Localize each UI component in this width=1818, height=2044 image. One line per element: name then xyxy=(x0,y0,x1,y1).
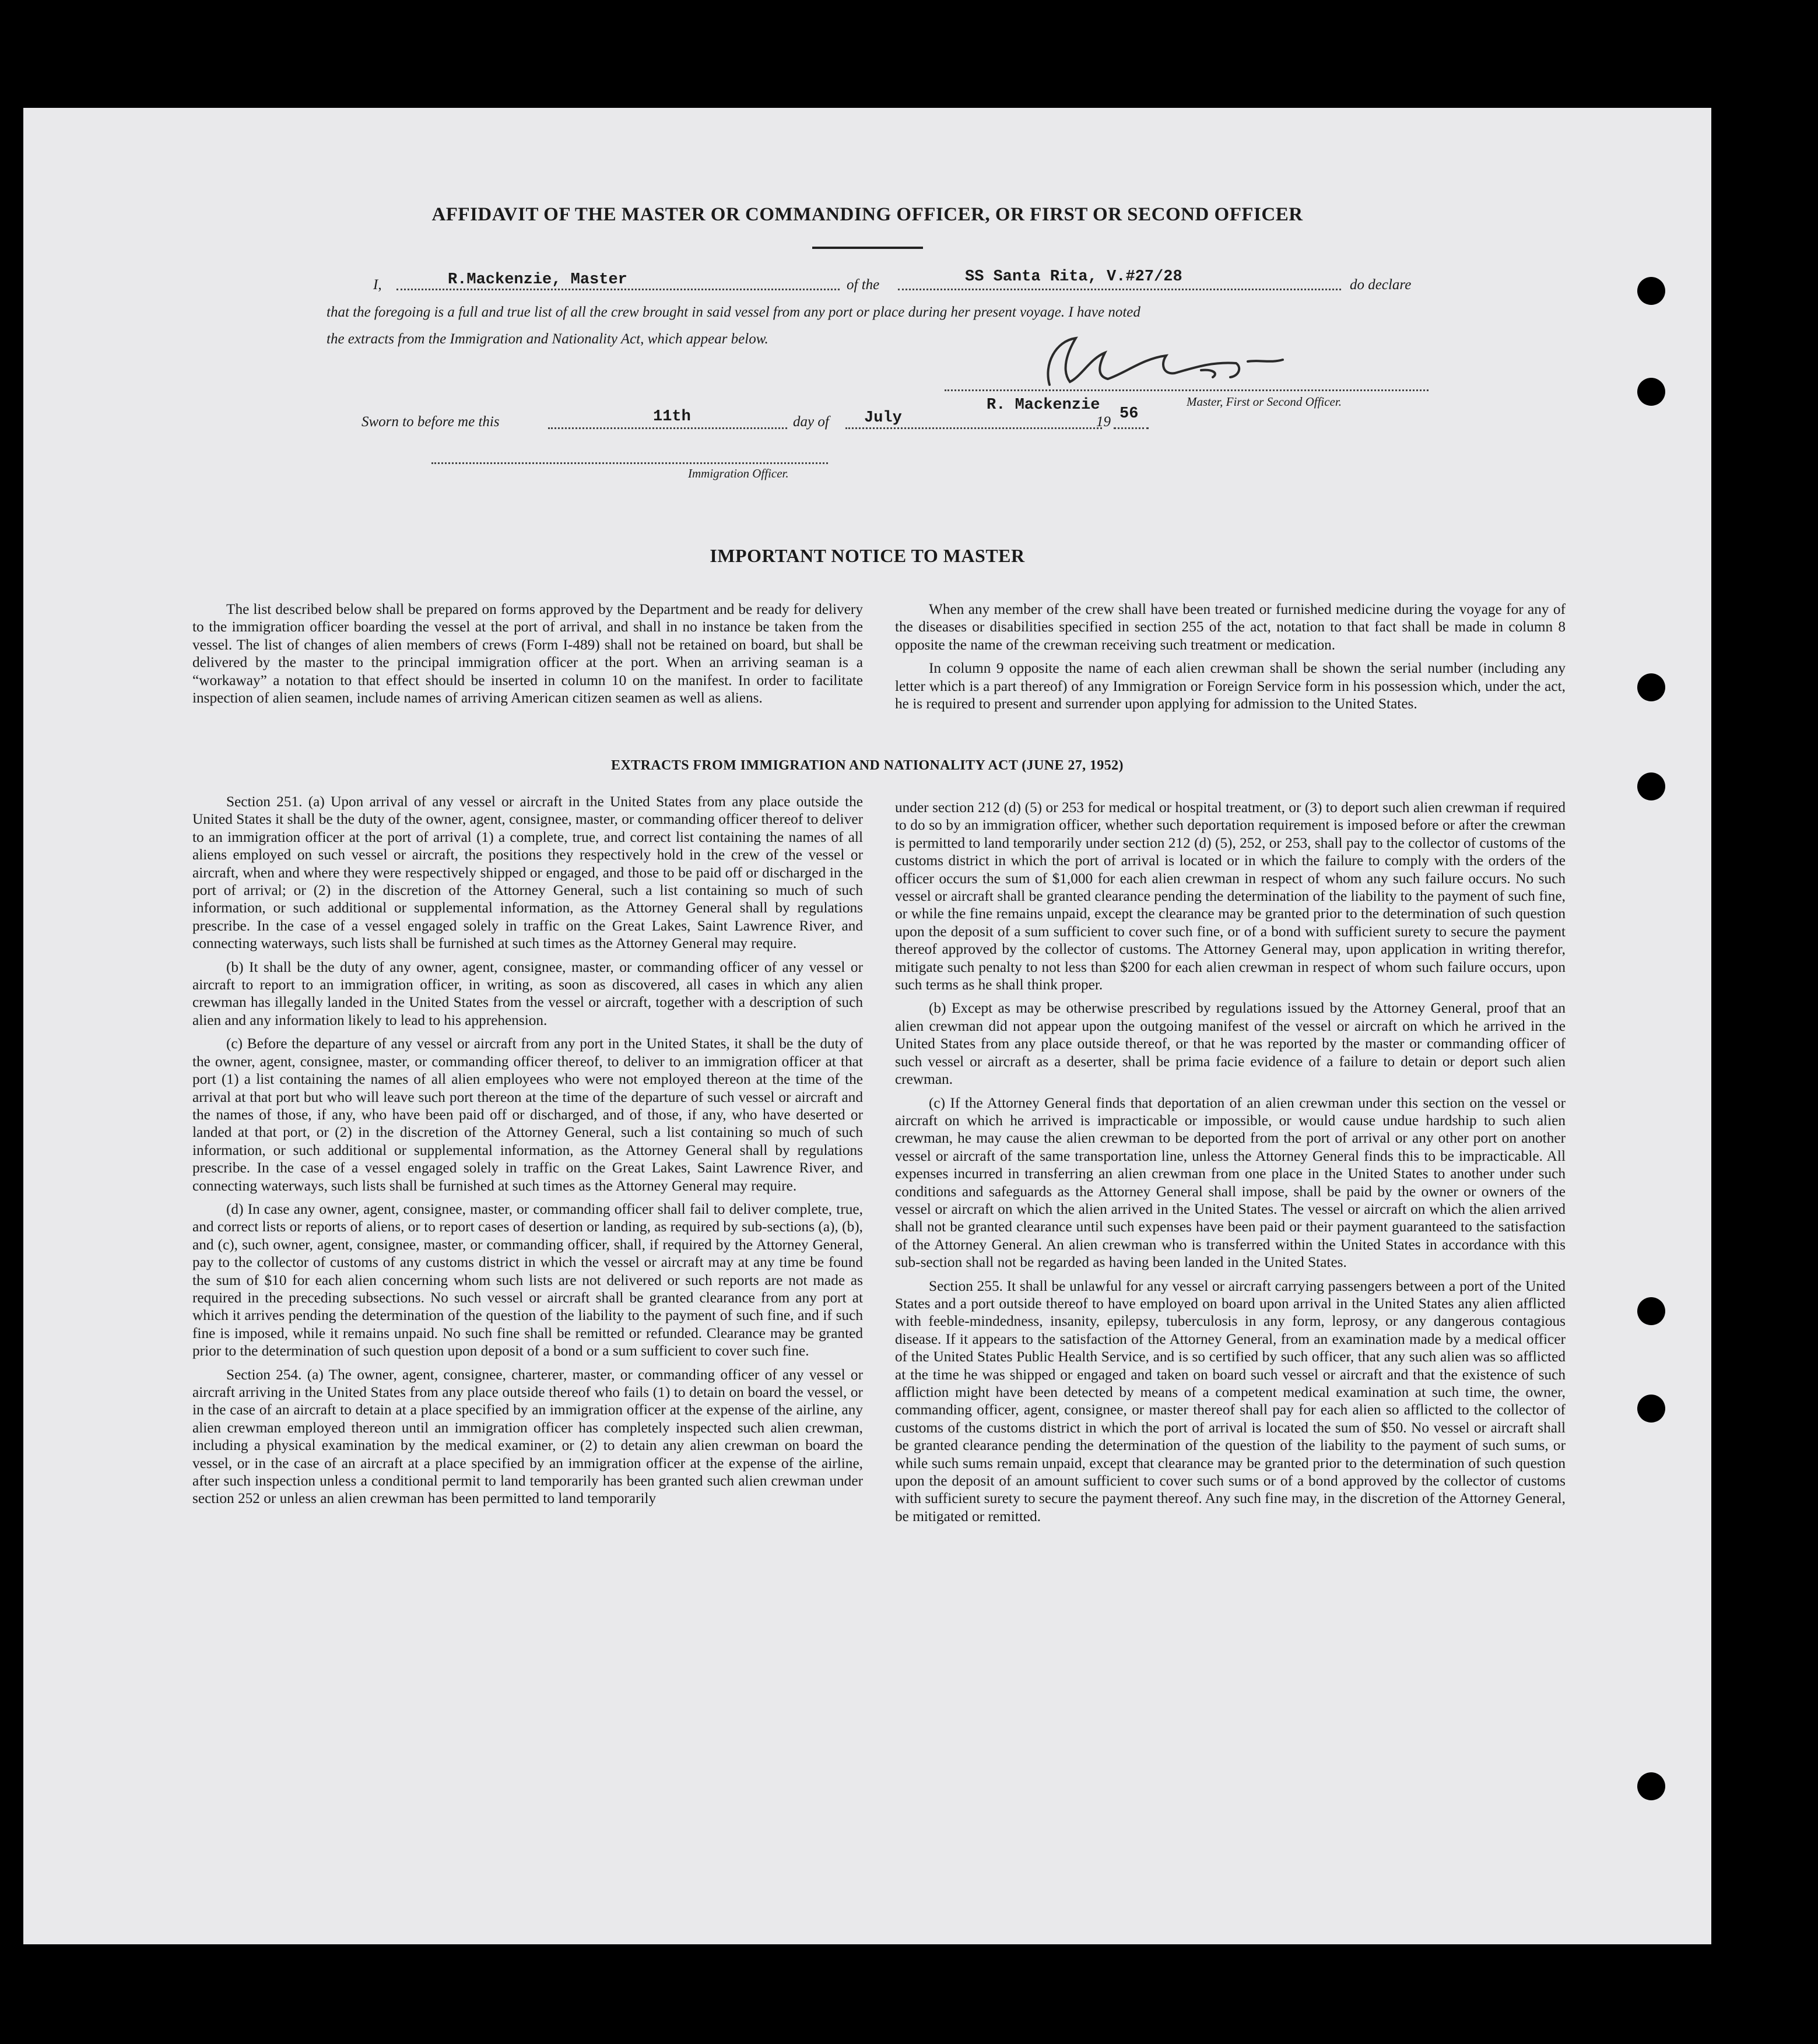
binder-hole xyxy=(1637,772,1665,800)
statement-line-1: that the foregoing is a full and true list of all the crew brought in said vessel from any port or place during her present voyage. I have noted xyxy=(327,304,1140,320)
section-254-b: (b) Except as may be otherwise prescribed by regulations issued by the Attorney General, proof that an alien crewman did not appear upon the outgoing manifest of the vessel or aircraft on which he arrived in the United States from any place outside thereof, or that he was reported by the master or commanding officer of such vessel or aircraft as a deserter, shall be prima facie evidence of a failure to detain or deport such alien crewman. xyxy=(895,1000,1566,1088)
binder-hole xyxy=(1637,673,1665,701)
master-name: R.Mackenzie, Master xyxy=(448,271,627,289)
year-prefix: 19 xyxy=(1096,414,1111,430)
notice-right-paragraph-1: When any member of the crew shall have been treated or furnished medicine during the voyage for any of the diseases or disabilities specified in section 255 of the act, notation to that fact shall be made in column 8 opposite the name of the crewman receiving such treatment or medication. xyxy=(895,601,1566,653)
notice-left-column xyxy=(192,600,863,712)
notice-right-paragraph-2: In column 9 opposite the name of each alien crewman shall be shown the serial number (including any letter which is a part thereof) of any Immigration or Foreign Service form in his possession which, under the act, he is required to present and surrender upon applying for admission to the United States. xyxy=(895,660,1566,712)
signer-title: Master, First or Second Officer. xyxy=(1187,395,1342,409)
binder-hole xyxy=(1637,277,1665,305)
notice-heading: IMPORTANT NOTICE TO MASTER xyxy=(710,545,1025,566)
extracts-heading: EXTRACTS FROM IMMIGRATION AND NATIONALITY ACT (JUNE 27, 1952) xyxy=(611,758,1124,773)
name-line xyxy=(396,289,840,290)
year-line xyxy=(1114,427,1149,429)
section-254-a: Section 254. (a) The owner, agent, consignee, charterer, master, or commanding officer of any vessel or aircraft arriving in the United States from any place outside thereof who fails (1) to detain on board the vessel, or in the case of an aircraft to detain at a place specified by an immigration officer at the expense of the airline, any alien crewman employed thereon until an immigration officer has completely inspected such alien crewman, including a physical examination by the medical examiner, or (2) to detain any alien crewman on board the vessel, or in the case of an aircraft at a place specified by an immigration officer at the expense of the airline, after such inspection unless a conditional permit to land temporarily has been granted such alien crewman under section 252 or unless an alien crewman has been permitted to land temporarily xyxy=(192,1366,863,1507)
sworn-month-line xyxy=(845,427,1102,429)
section-251-a: Section 251. (a) Upon arrival of any vessel or aircraft in the United States from any place outside the United States it shall be the duty of the owner, agent, consignee, master, or commanding officer thereof to deliver to an immigration officer at the port of arrival (1) a complete, true, and correct list containing the names of all aliens employed on such vessel or aircraft, the positions they respectively hold in the crew of the vessel or aircraft, when and where they were respectively shipped or engaged, and those to be paid off or discharged in the port of arrival; or (2) in the discretion of the Attorney General, such a list containing so much of such information, or such additional or supplemental information, as the Attorney General shall by regulations prescribe. In the case of a vessel engaged solely in traffic on the Great Lakes, Saint Lawrence River, and connecting waterways, such lists shall be furnished at such times as the Attorney General may require. xyxy=(192,793,863,952)
signature-mark xyxy=(1026,329,1300,394)
statement-line-2: the extracts from the Immigration and Nationality Act, which appear below. xyxy=(327,331,768,347)
do-declare-label: do declare xyxy=(1350,277,1412,293)
section-251-b: (b) It shall be the duty of any owner, agent, consignee, master, or commanding officer of any vessel or aircraft to report to an immigration officer, in writing, as soon as discovered, all cases in which any alien crewman has illegally landed in the United States from the vessel or aircraft, together with a description of such alien and any information likely to lead to his apprehension. xyxy=(192,958,863,1028)
of-the-label: of the xyxy=(847,277,880,293)
vessel-name: SS Santa Rita, V.#27/28 xyxy=(965,268,1182,286)
notice-right-column xyxy=(895,600,1566,718)
immigration-officer-line xyxy=(431,462,828,464)
sworn-month: July xyxy=(864,409,902,427)
section-254-a-continued: under section 212 (d) (5) or 253 for medical or hospital treatment, or (3) to deport such alien crewman if required to do so by an immigration officer, whether such deportation requirement is imposed before or after the crewman is permitted to land temporarily under section 212 (d) (5), 252, or 253, shall pay to the collector of customs of the customs district in which the port of arrival is located or in which the failure to comply with the orders of the officer occurs the sum of $1,000 for each alien crewman in respect of whom any such failure occurs. No such vessel or aircraft shall be granted clearance pending the determination of the liability to the payment of such fine, or while the fine remains unpaid, except the clearance may be granted prior to the determination of such question upon the deposit of a sum sufficient to cover such fine, or of a bond with sufficient surety to secure the payment thereof approved by the collector of customs. The Attorney General may, upon application in writing therefor, mitigate such penalty to not less than $200 for each alien crewman in respect of whom such failure occurs, upon such terms as he shall think proper. xyxy=(895,799,1566,993)
day-of-label: day of xyxy=(793,414,829,430)
sworn-day: 11th xyxy=(653,408,691,426)
section-254-c: (c) If the Attorney General finds that deportation of an alien crewman under this section on the vessel or aircraft on which he arrived is impracticable or impossible, or would cause undue hardship to such alien crewman, he may cause the alien crewman to be deported from the port of arrival or any other port on another vessel or aircraft of the same transportation line, unless the Attorney General finds this to be impracticable. All expenses incurred in transferring an alien crewman from one place in the United States to another under such conditions and safeguards as the Attorney General shall impose, shall be paid by the owner or owners of the vessel or aircraft on which the alien arrived in the United States. The vessel or aircraft on which the alien arrived shall not be granted clearance until such expenses have been paid or their payment guaranteed to the satisfaction of the Attorney General. An alien crewman who is transferred within the United States in accordance with this sub-section shall not be regarded as having been landed in the United States. xyxy=(895,1094,1566,1271)
notice-left-paragraph: The list described below shall be prepared on forms approved by the Department and be ready for delivery to the immigration officer boarding the vessel at the port of arrival, and shall in no instance be taken from the vessel. The list of changes of alien members of crews (Form I-489) shall not be retained on board, but shall be delivered by the master to the principal immigration officer at the port. When an arriving seaman is a “workaway” a notation to that effect should be inserted in column 10 on the manifest. In order to facilitate inspection of alien seamen, include names of arriving American citizen seamen as well as aliens. xyxy=(192,601,863,707)
binder-hole xyxy=(1637,1772,1665,1800)
binder-hole xyxy=(1637,1395,1665,1423)
immigration-officer-label: Immigration Officer. xyxy=(688,466,789,480)
sworn-label: Sworn to before me this xyxy=(362,414,500,430)
signer-typed-name: R. Mackenzie xyxy=(987,396,1100,414)
extracts-left-column xyxy=(192,793,863,1513)
sworn-day-line xyxy=(548,427,787,429)
lead-i: I, xyxy=(373,277,382,293)
binder-hole xyxy=(1637,378,1665,406)
binder-hole xyxy=(1637,1297,1665,1325)
section-251-c: (c) Before the departure of any vessel or aircraft from any port in the United States, it shall be the duty of the owner, agent, consignee, master, or commanding officer thereof, to deliver to an immigration officer at that port (1) a list containing the names of all alien employees who were not employed thereon at the time of the arrival at that port but who will leave such port thereon at the time of the departure of such vessel or aircraft and the names of those, if any, who have been paid off or discharged, and of those, if any, who have deserted or landed at that port, or (2) in the discretion of the Attorney General, such a list containing so much of such information, or such additional or supplemental information, as the Attorney General shall by regulations prescribe. In the case of a vessel engaged solely in traffic on the Great Lakes, Saint Lawrence River, and connecting waterways, such lists shall be furnished at such times as the Attorney General may require. xyxy=(192,1035,863,1194)
extracts-right-column xyxy=(895,799,1566,1531)
section-251-d: (d) In case any owner, agent, consignee, master, or commanding officer shall fail to deliver complete, true, and correct lists or reports of aliens, or to report cases of desertion or landing, as required by sub-sections (a), (b), and (c), such owner, agent, consignee, master, or commanding officer, shall, if required by the Attorney General, pay to the collector of customs of any customs district in which the vessel or aircraft may at any time be found the sum of $10 for each alien concerning whom such lists are not delivered or such reports are not made as required in the preceding subsections. No such vessel or aircraft shall be granted clearance from any port at which it arrives pending the determination of the question of the liability to the payment of such fine, and if such fine is imposed, while it remains unpaid. No such fine shall be remitted or refunded. Clearance may be granted prior to the determination of such question upon deposit of a bond or a sum sufficient to cover such fine. xyxy=(192,1200,863,1360)
heading-rule xyxy=(812,247,923,249)
year-suffix: 56 xyxy=(1119,405,1139,423)
affidavit-heading: AFFIDAVIT OF THE MASTER OR COMMANDING OFFICER, OR FIRST OR SECOND OFFICER xyxy=(431,204,1303,225)
document-page xyxy=(23,108,1711,1944)
vessel-line xyxy=(898,289,1341,290)
section-255: Section 255. It shall be unlawful for any vessel or aircraft carrying passengers between a port of the United States and a port outside thereof to have employed on board upon arrival in the United States any alien afflicted with feeble-mindedness, insanity, epilepsy, tuberculosis in any form, leprosy, or any dangerous contagious disease. If it appears to the satisfaction of the Attorney General, from an examination made by a medical officer of the United States Public Health Service, and is so certified by such officer, that any such alien was so afflicted at the time he was shipped or engaged and taken on board such vessel or aircraft and that the existence of such affliction might have been detected by means of a competent medical examination at such time, the owner, commanding officer, agent, consignee, or master thereof shall pay for each alien so afflicted to the collector of customs of the customs district in which the port of arrival is located the sum of $50. No vessel or aircraft shall be granted clearance pending the determination of the question of the liability to the payment of such sums, or while such sums remain unpaid, except that clearance may be granted prior to the determination of such question upon the deposit of an amount sufficient to cover such sums or of a bond approved by the collector of customs with sufficient surety to secure the payment thereof. Any such fine may, in the discretion of the Attorney General, be mitigated or remitted. xyxy=(895,1277,1566,1525)
